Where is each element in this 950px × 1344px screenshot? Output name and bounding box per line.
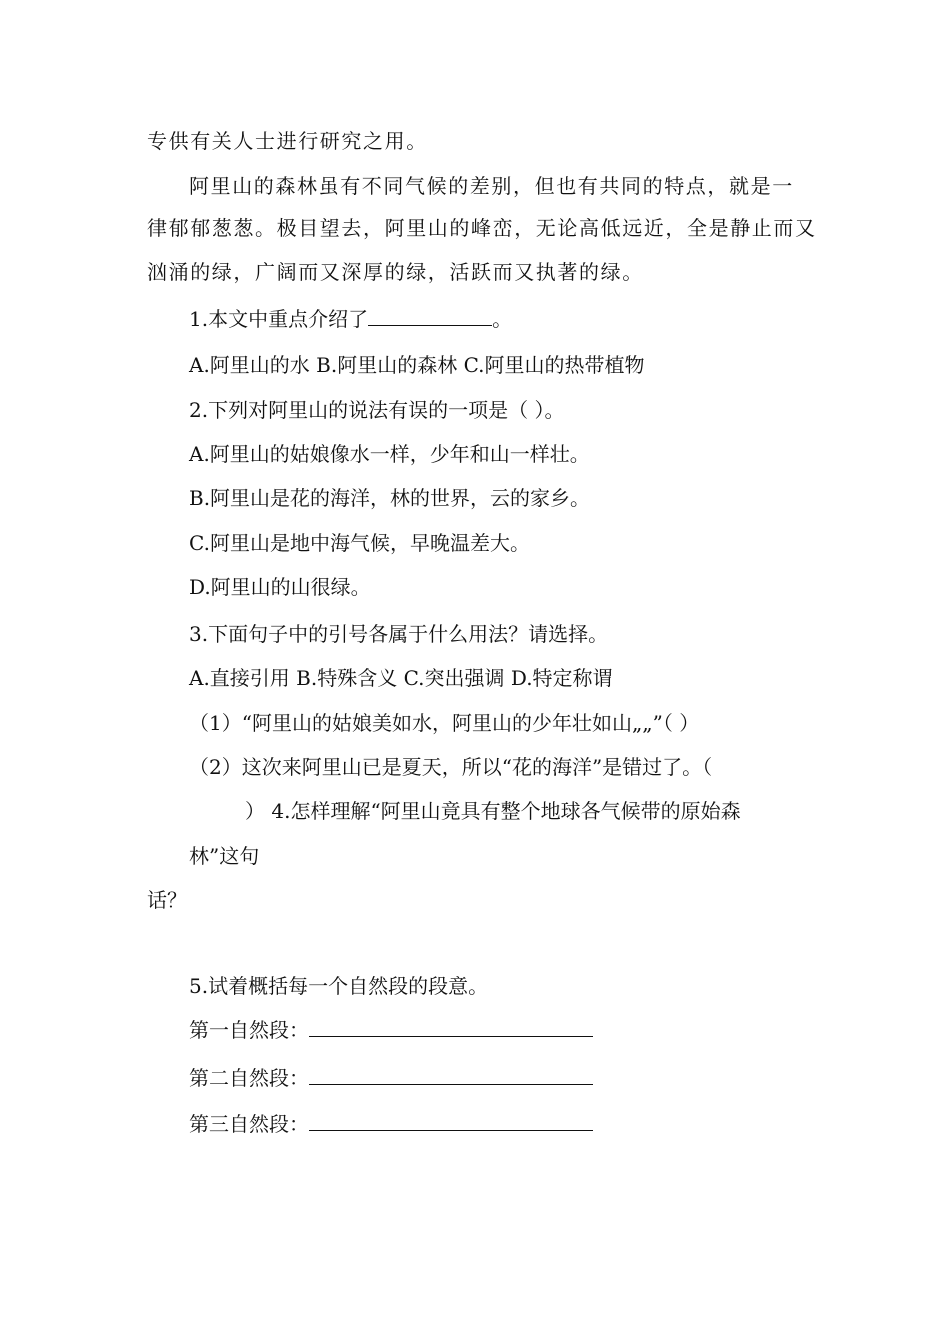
question-1-stem-end: 。 [492, 307, 513, 331]
paragraph-2-label: 第二自然段： [189, 1066, 309, 1090]
passage-line-2: 阿里山的森林虽有不同气候的差别，但也有共同的特点，就是一 [189, 174, 794, 198]
passage-line-4: 汹涌的绿，广阔而又深厚的绿，活跃而又执著的绿。 [147, 260, 644, 284]
question-2-option-a: A.阿里山的姑娘像水一样，少年和山一样壮。 [189, 442, 590, 466]
question-5-stem: 5.试着概括每一个自然段的段意。 [189, 974, 489, 998]
question-3-item-1: （1）“阿里山的姑娘美如水，阿里山的少年壮如山„„”（ ） [189, 711, 700, 735]
question-4-line-2: 林”这句 [189, 844, 260, 868]
question-1-options: A.阿里山的水 B.阿里山的森林 C.阿里山的热带植物 [189, 353, 645, 377]
question-5-paragraph-1 [189, 1016, 593, 1044]
question-1-stem [189, 305, 512, 333]
question-3-options: A.直接引用 B.特殊含义 C.突出强调 D.特定称谓 [189, 666, 613, 690]
question-4-line-1: ） 4.怎样理解“阿里山竟具有整个地球各气候带的原始森 [245, 799, 741, 823]
paragraph-1-answer-blank[interactable] [309, 1016, 593, 1037]
paragraph-3-label: 第三自然段： [189, 1112, 309, 1136]
passage-line-1: 专供有关人士进行研究之用。 [147, 129, 428, 153]
question-5-paragraph-3 [189, 1110, 593, 1138]
paragraph-1-label: 第一自然段： [189, 1018, 309, 1042]
question-2-option-c: C.阿里山是地中海气候，早晚温差大。 [189, 531, 530, 555]
question-1-answer-blank[interactable] [368, 305, 492, 326]
question-4-line-3: 话？ [147, 888, 187, 912]
question-2-option-d: D.阿里山的山很绿。 [189, 575, 371, 599]
paragraph-2-answer-blank[interactable] [309, 1064, 593, 1085]
question-5-paragraph-2 [189, 1064, 593, 1092]
passage-line-3: 律郁郁葱葱。极目望去，阿里山的峰峦，无论高低远近，全是静止而又 [147, 216, 817, 240]
question-2-stem: 2.下列对阿里山的说法有误的一项是（ ）。 [189, 398, 565, 422]
question-3-stem: 3.下面句子中的引号各属于什么用法？请选择。 [189, 622, 609, 646]
question-1-stem-text: 1.本文中重点介绍了 [189, 307, 369, 331]
question-3-item-2: （2）这次来阿里山已是夏天，所以“花的海洋”是错过了。（ [189, 755, 713, 779]
paragraph-3-answer-blank[interactable] [309, 1110, 593, 1131]
question-2-option-b: B.阿里山是花的海洋，林的世界，云的家乡。 [189, 486, 591, 510]
